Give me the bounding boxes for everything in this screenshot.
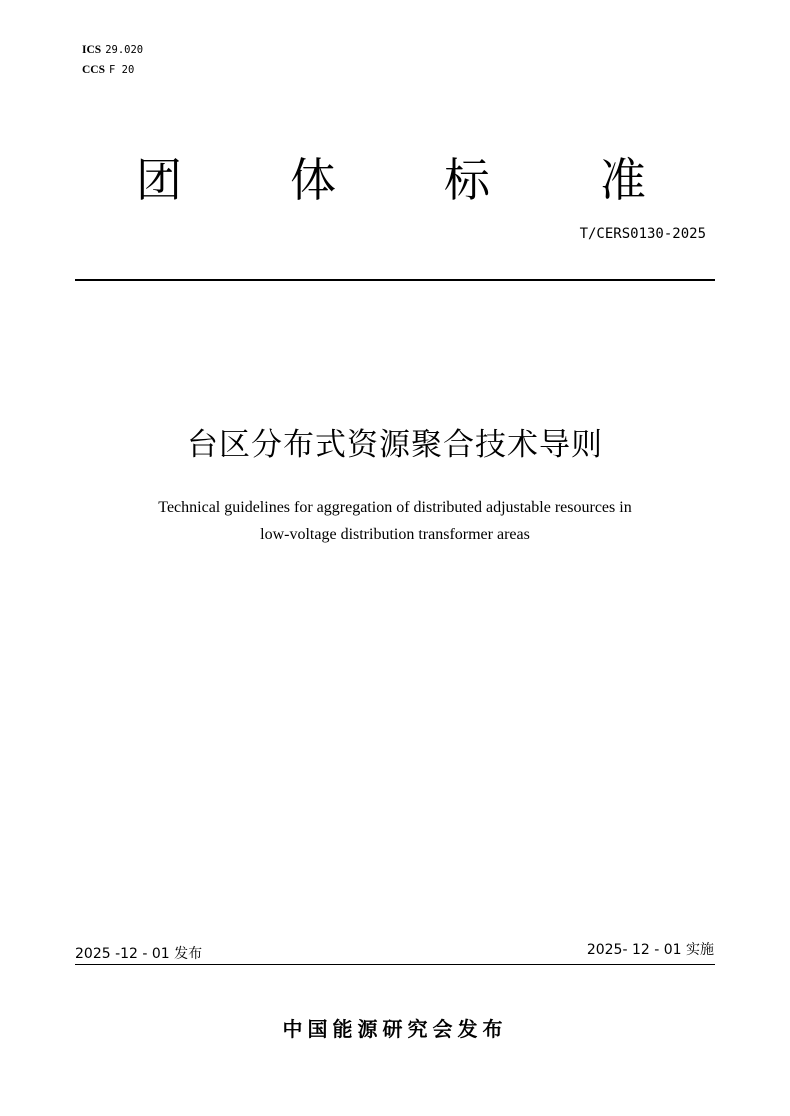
ics-row: [82, 40, 143, 60]
title-en-line-2: low-voltage distribution transformer areas: [260, 526, 530, 543]
header-divider: [75, 279, 715, 281]
ics-value: 29.020: [105, 44, 144, 56]
ics-label: ICS: [82, 44, 102, 56]
title-char-3: 标: [444, 153, 490, 207]
publish-date: 2025 -12 - 01 发布: [75, 946, 203, 962]
title-char-2: 体: [290, 153, 336, 207]
ccs-label: CCS: [82, 64, 106, 76]
document-title-zh: 台区分布式资源聚合技术导则: [187, 427, 603, 463]
document-title-en: [0, 494, 790, 548]
title-char-4: 准: [600, 153, 646, 207]
ccs-value: F 20: [109, 64, 135, 76]
title-char-1: 团: [136, 153, 182, 207]
ccs-row: [82, 60, 143, 80]
footer-divider: [75, 964, 715, 965]
implement-date: 2025- 12 - 01 实施: [586, 942, 714, 958]
standard-code: T/CERS0130-2025: [579, 226, 706, 242]
standard-type-title: [0, 150, 790, 220]
classification-codes: [82, 40, 143, 80]
publisher: 中国能源研究会发布: [282, 1017, 508, 1041]
title-en-line-1: Technical guidelines for aggregation of distributed adjustable resources in: [158, 499, 632, 516]
